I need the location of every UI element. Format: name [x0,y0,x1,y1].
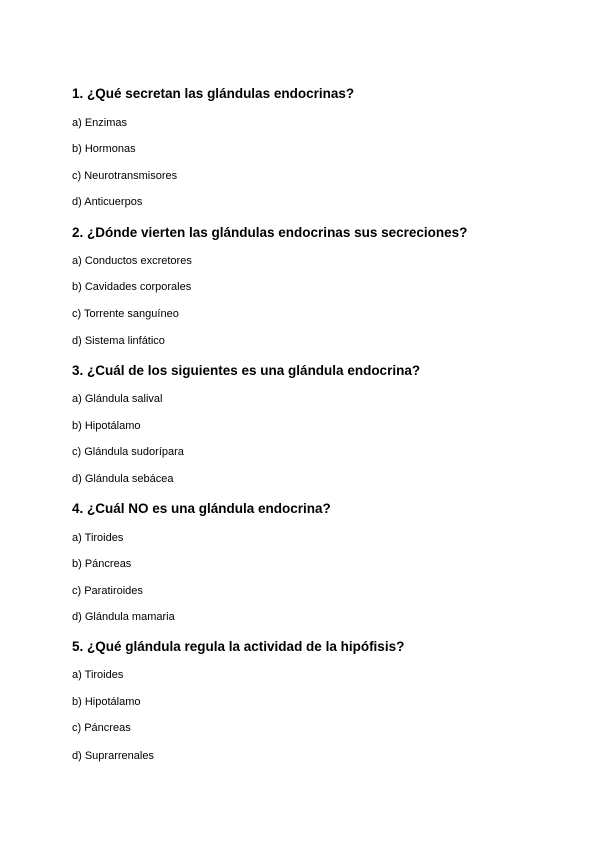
question-2-option-c: c) Torrente sanguíneo [72,308,179,320]
question-1-option-b: b) Hormonas [72,143,136,155]
question-5-option-a: a) Tiroides [72,669,124,681]
question-1-option-d: d) Anticuerpos [72,196,143,208]
question-1-option-c: c) Neurotransmisores [72,170,178,182]
question-5-option-c: c) Páncreas [72,722,131,734]
question-4-option-d: d) Glándula mamaria [72,611,175,623]
question-4-option-c: c) Paratiroides [72,585,143,597]
question-5-option-b: b) Hipotálamo [72,696,141,708]
question-4-title: 4. ¿Cuál NO es una glándula endocrina? [72,501,331,516]
question-3-option-d: d) Glándula sebácea [72,473,174,485]
question-3-option-b: b) Hipotálamo [72,420,141,432]
question-3-title: 3. ¿Cuál de los siguientes es una glándula endocrina? [72,363,421,378]
question-1-option-a: a) Enzimas [72,117,128,129]
question-5-title: 5. ¿Qué glándula regula la actividad de la hipófisis? [72,639,405,654]
question-2-title: 2. ¿Dónde vierten las glándulas endocrinas sus secreciones? [72,225,468,240]
question-3-option-a: a) Glándula salival [72,393,163,405]
question-5-option-d: d) Suprarrenales [72,750,154,762]
question-4-option-b: b) Páncreas [72,558,132,570]
question-4-option-a: a) Tiroides [72,532,124,544]
question-2-option-d: d) Sistema linfático [72,335,165,347]
question-1-title: 1. ¿Qué secretan las glándulas endocrinas? [72,86,355,101]
question-3-option-c: c) Glándula sudorípara [72,446,184,458]
question-2-option-b: b) Cavidades corporales [72,281,192,293]
question-2-option-a: a) Conductos excretores [72,255,192,267]
